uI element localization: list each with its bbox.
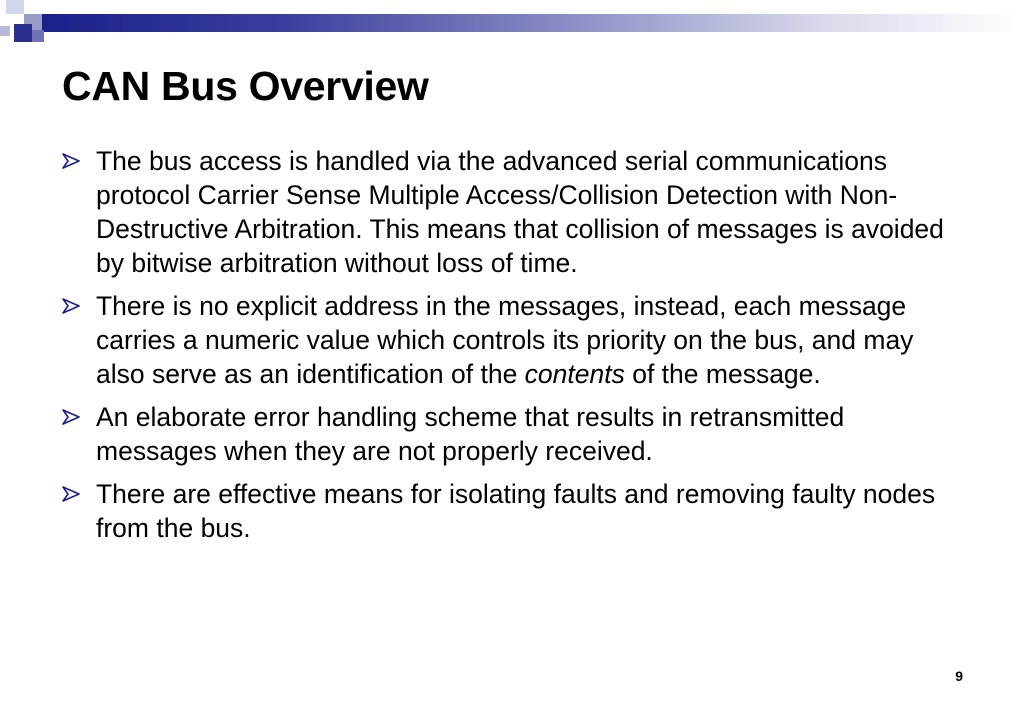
- arrow-bullet-icon: [62, 409, 80, 425]
- bullet-text: of the message.: [624, 359, 821, 389]
- header-square: [32, 30, 44, 42]
- header-gradient-bar: [40, 14, 1023, 32]
- bullet-item: [62, 144, 967, 280]
- bullet-item: [62, 477, 967, 545]
- arrow-bullet-icon: [62, 486, 80, 502]
- arrow-bullet-icon: [62, 298, 80, 314]
- bullet-item: [62, 289, 967, 391]
- header-square: [14, 24, 32, 42]
- bullet-emphasis: contents: [524, 359, 625, 389]
- bullet-list: [62, 144, 967, 545]
- bullet-text: The bus access is handled via the advanced serial communications protocol Carrier Sense Multiple Access/Collision Detection with Non-Destructive Arbitration. This means that collision of messages is avoided by bitwise arbitration without loss of time.: [96, 146, 944, 278]
- header-square: [0, 26, 10, 36]
- bullet-text: There are effective means for isolating faults and removing faulty nodes from the bus.: [96, 479, 936, 543]
- page-number: 9: [955, 668, 963, 684]
- bullet-item: [62, 400, 967, 468]
- slide-title: CAN Bus Overview: [62, 63, 429, 109]
- bullet-text: There is no explicit address in the messages, instead, each message carries a numeric value which controls its priority on the bus, and may also serve as an identification of the: [96, 291, 914, 389]
- arrow-bullet-icon: [62, 153, 80, 169]
- bullet-text: An elaborate error handling scheme that results in retransmitted messages when they are not properly received.: [96, 402, 845, 466]
